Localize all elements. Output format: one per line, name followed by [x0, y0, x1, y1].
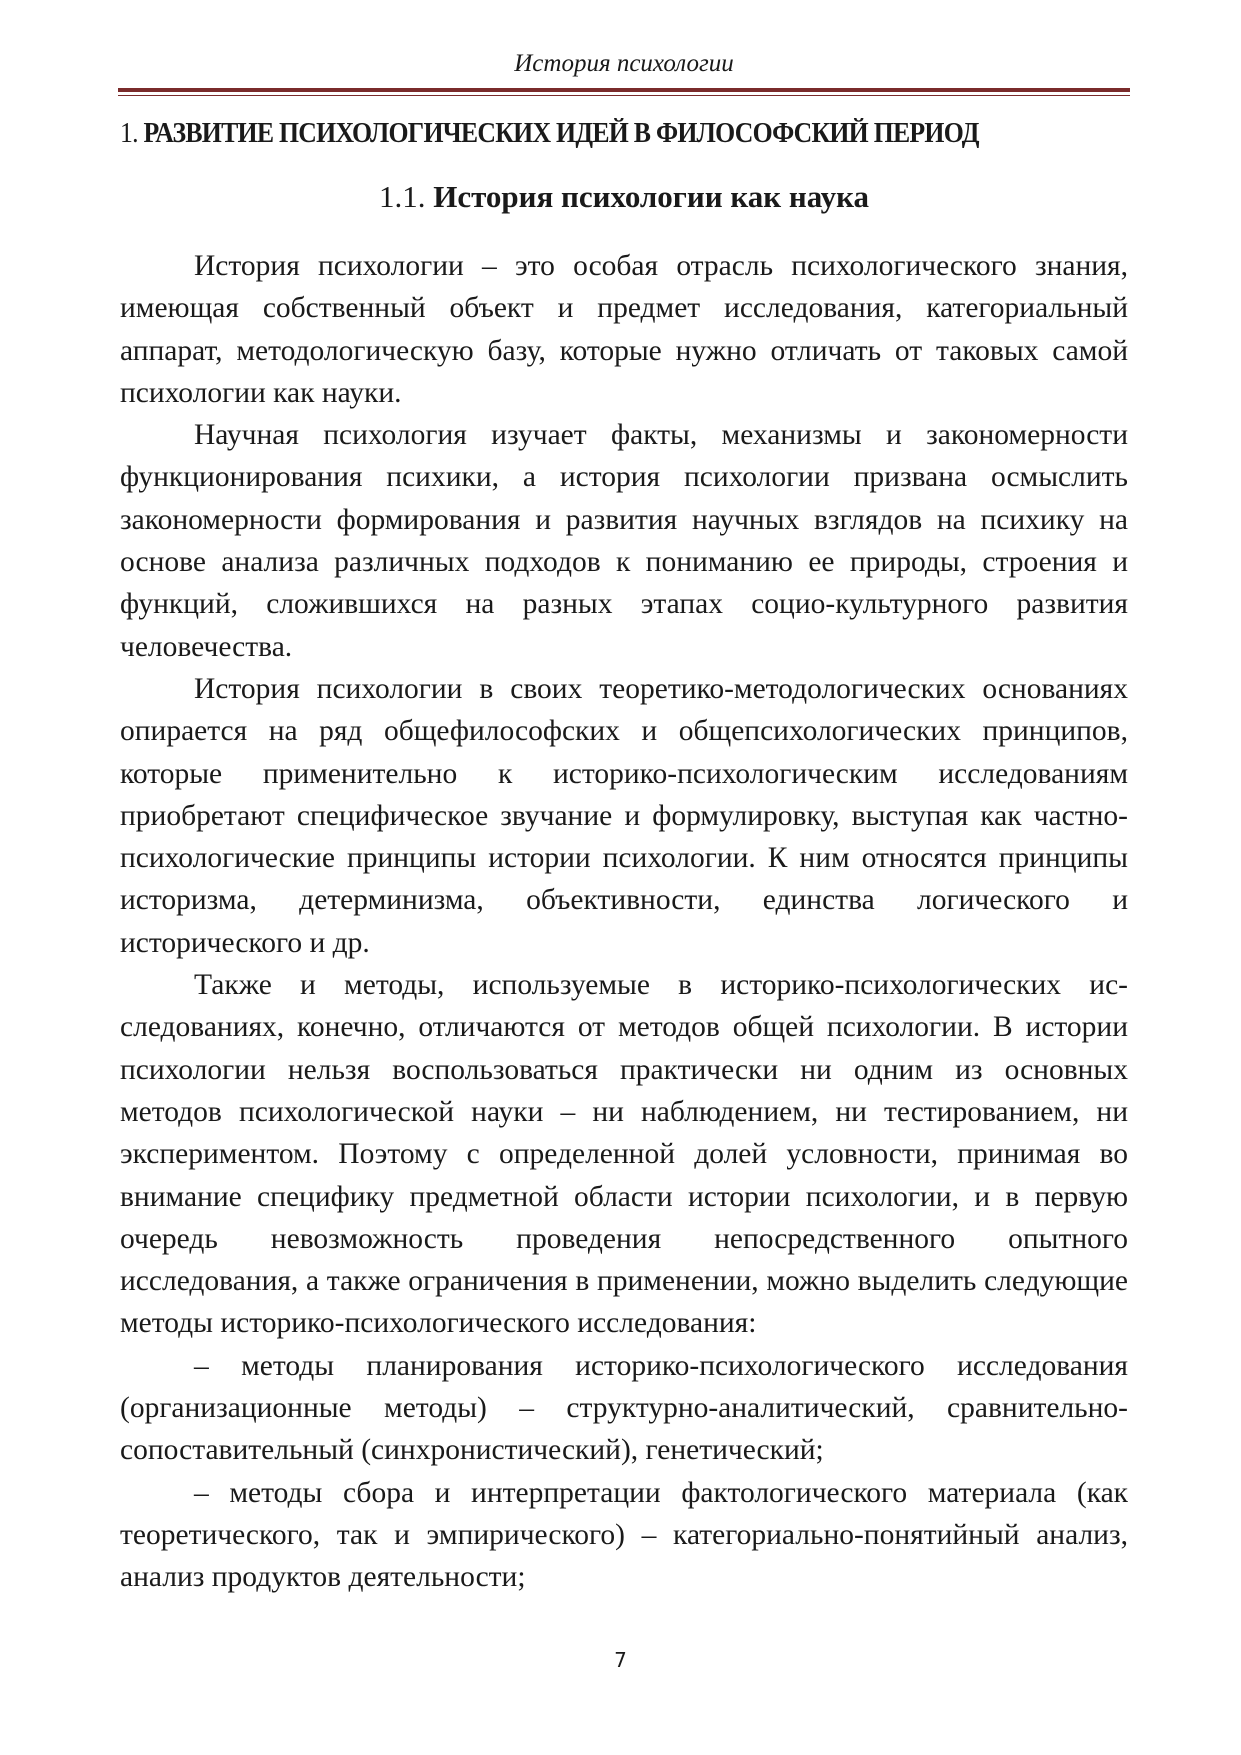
- header-rule-thin: [118, 95, 1130, 96]
- section-heading: [120, 176, 1128, 218]
- chapter-title: РАЗВИТИЕ ПСИХОЛОГИЧЕСКИХ ИДЕЙ В ФИЛОСОФСКИЙ ПЕРИОД: [143, 118, 979, 149]
- list-item-planning-methods: – методы планирования историко-психологического исследования (организационные методы) – структурно-аналитический, сравнительно-сопоставительный (синхронистический), генетический;: [120, 1349, 1128, 1467]
- paragraph-methods: Также и методы, используемые в историко-психологических исследованиях, конечно, отличаются от методов общей психологии. В истории психологии нельзя воспользоваться практически ни одним из основных методов психологической науки – ни наблюдением, ни тестированием, ни экспериментом. Поэтому с определенной долей условности, принимая во внимание специфику предметной области истории психологии, и в первую очередь невозможность проведения непосредственного опытного исследования, а также ограничения в применении, можно выделить следующие методы историко-психологического исследования:: [120, 969, 1128, 1340]
- paragraph-scientific-psychology: Научная психология изучает факты, механизмы и закономерности функционирования психики, а история психологии призвана осмыслить закономерности формирования и развития научных взглядов на психику на основе анализа различных подходов к пониманию ее природы, строения и функций, сложившихся на разных этапах социо-культурного развития человечества.: [120, 419, 1128, 663]
- paragraph-definition: История психологии – это особая отрасль психологического знания, имеющая собственный объект и предмет исследования, категориальный аппарат, методологическую базу, которые нужно отличать от таковых самой психологии как науки.: [120, 250, 1128, 409]
- section-title: История психологии как наука: [433, 179, 870, 214]
- page-number: 7: [614, 1648, 627, 1672]
- body-text: [120, 245, 1128, 1599]
- running-header: История психологии: [514, 50, 734, 77]
- chapter-number: 1.: [120, 118, 138, 149]
- header-rule-thick: [118, 88, 1130, 92]
- paragraph-principles: История психологии в своих теоретико-методологических основаниях опирается на ряд общефилософских и общепсихологических принципов, которые применительно к историко-психологическим исследованиям приобретают специфическое звучание и формулировку, выступая как частно-психологические принципы истории психологии. К ним относятся принципы историзма, детерминизма, объективности, единства логического и исторического и др.: [120, 672, 1128, 959]
- section-number: 1.1.: [378, 179, 426, 214]
- list-item-collection-methods: – методы сбора и интерпретации фактологического материала (как теоретического, так и эмпирического) – категориально-понятийный анализ, анализ продуктов деятельности;: [120, 1476, 1128, 1594]
- chapter-heading: [120, 114, 1051, 154]
